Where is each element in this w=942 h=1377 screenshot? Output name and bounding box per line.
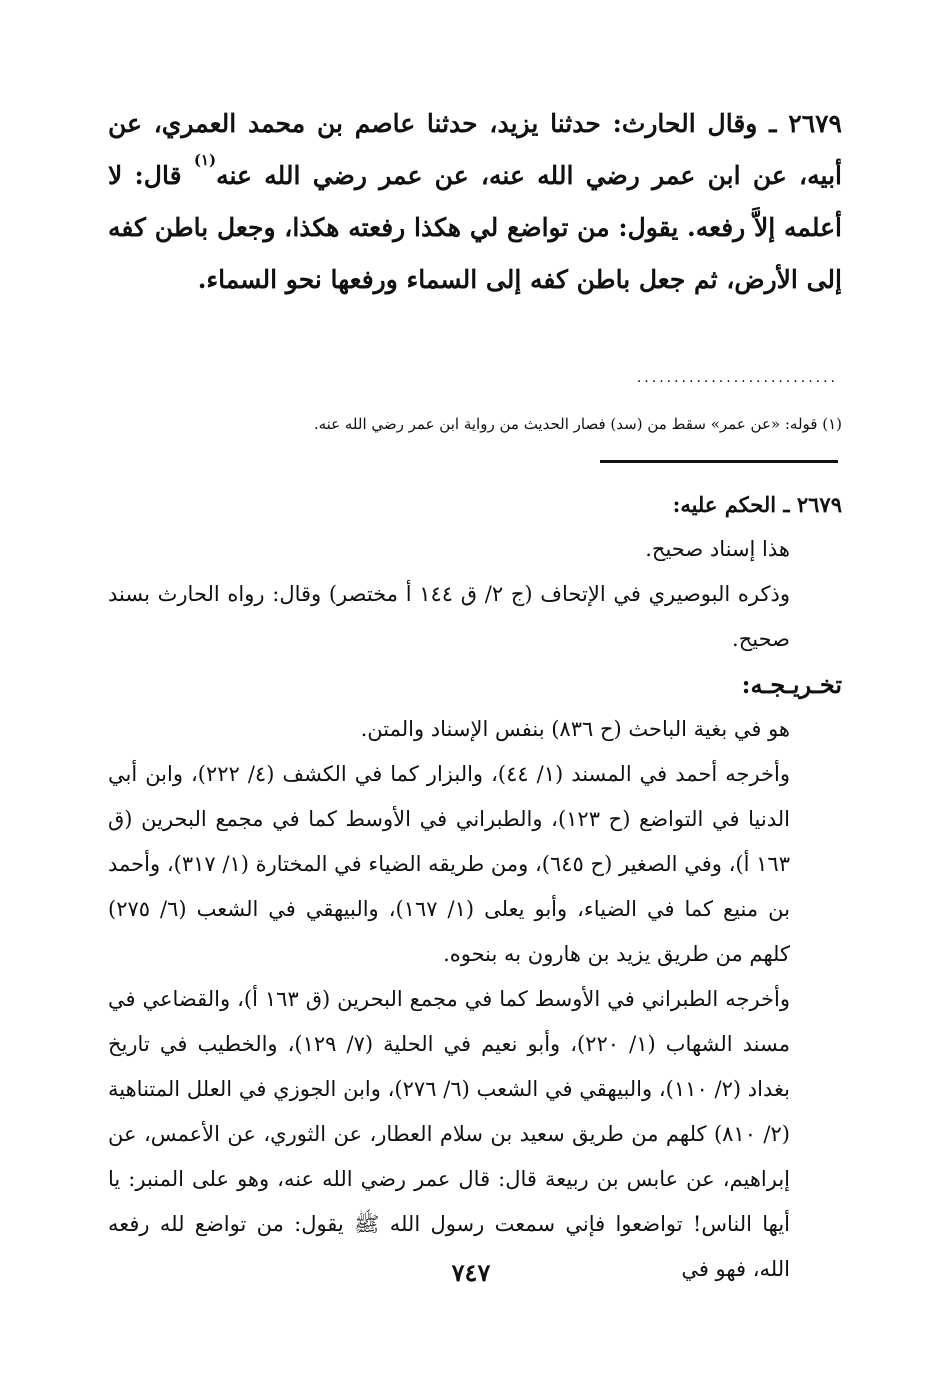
- busiri-paragraph: وذكره البوصيري في الإتحاف (ج ٢/ ق ١٤٤ أ مختصر) وقال: رواه الحارث بسند صحيح.: [108, 582, 790, 651]
- ruling-text: هذا إسناد صحيح.: [645, 537, 790, 561]
- footnote-separator: ...........................: [636, 370, 838, 386]
- footnote-marker: (١): [193, 151, 217, 169]
- takhrij-paragraph-2: وأخرجه أحمد في المسند (١/ ٤٤)، والبزار كما في الكشف (٤/ ٢٢٢)، وابن أبي الدنيا في التواضع (ح ١٢٣)، والطبراني في الأوسط كما في مجمع البحرين (ق ١٦٣ أ)، وفي الصغير (ح ٦٤٥)، ومن طريقه الضياء في المختارة (١/ ٣١٧)، وأحمد بن منيع كما في الضياء، وأبو يعلى (١/ ١٦٧)، والبيهقي في الشعب (٦/ ٢٧٥) كلهم من طريق يزيد بن هارون به بنحوه.: [108, 762, 790, 966]
- hadith-text: [108, 98, 842, 306]
- ruling-heading: ٢٦٧٩ ـ الحكم عليه:: [672, 492, 842, 517]
- page-number: ٧٤٧: [451, 1258, 491, 1287]
- takhrij-paragraph-1: هو في بغية الباحث (ح ٨٣٦) بنفس الإسناد والمتن.: [360, 717, 790, 741]
- hadith-dash: ـ: [757, 109, 777, 138]
- section-divider: [600, 460, 838, 463]
- hadith-number: ٢٦٧٩: [788, 109, 842, 138]
- commentary: [108, 482, 842, 1292]
- takhrij-paragraph-3: وأخرجه الطبراني في الأوسط كما في مجمع البحرين (ق ١٦٣ أ)، والقضاعي في مسند الشهاب (١/ ٢٢٠)، وأبو نعيم في الحلية (٧/ ١٢٩)، والخطيب في تاريخ بغداد (٢/ ١١٠)، والبيهقي في الشعب (٦/ ٢٧٦)، وابن الجوزي في العلل المتناهية (٢/ ٨١٠) كلهم من طريق سعيد بن سلام العطار، عن الثوري، عن الأعمس، عن إبراهيم، عن عابس بن ربيعة قال: قال عمر رضي الله عنه، وهو على المنبر: يا أيها الناس! تواضعوا فإني سمعت رسول الله ﷺ يقول: من تواضع لله رفعه الله، فهو في: [108, 987, 791, 1281]
- ruling-heading-label: الحكم عليه:: [672, 492, 777, 517]
- takhrij-heading: تخـريـجـه:: [741, 670, 842, 699]
- ruling-heading-number: ٢٦٧٩: [796, 492, 842, 517]
- hadith-text-before-note: وقال الحارث: حدثنا يزيد، حدثنا عاصم بن محمد العمري، عن أبيه، عن ابن عمر رضي الله عنه، عن عمر رضي الله عنه: [108, 109, 842, 190]
- footnote: (١) قوله: «عن عمر» سقط من (سد) فصار الحديث من رواية ابن عمر رضي الله عنه.: [313, 415, 842, 433]
- hadith-text-after-note: قال: لا أعلمه إلاَّ رفعه. يقول: من تواضع لي هكذا رفعته هكذا، وجعل باطن كفه إلى الأرض، ثم جعل باطن كفه إلى السماء ورفعها نحو السماء.: [108, 161, 842, 294]
